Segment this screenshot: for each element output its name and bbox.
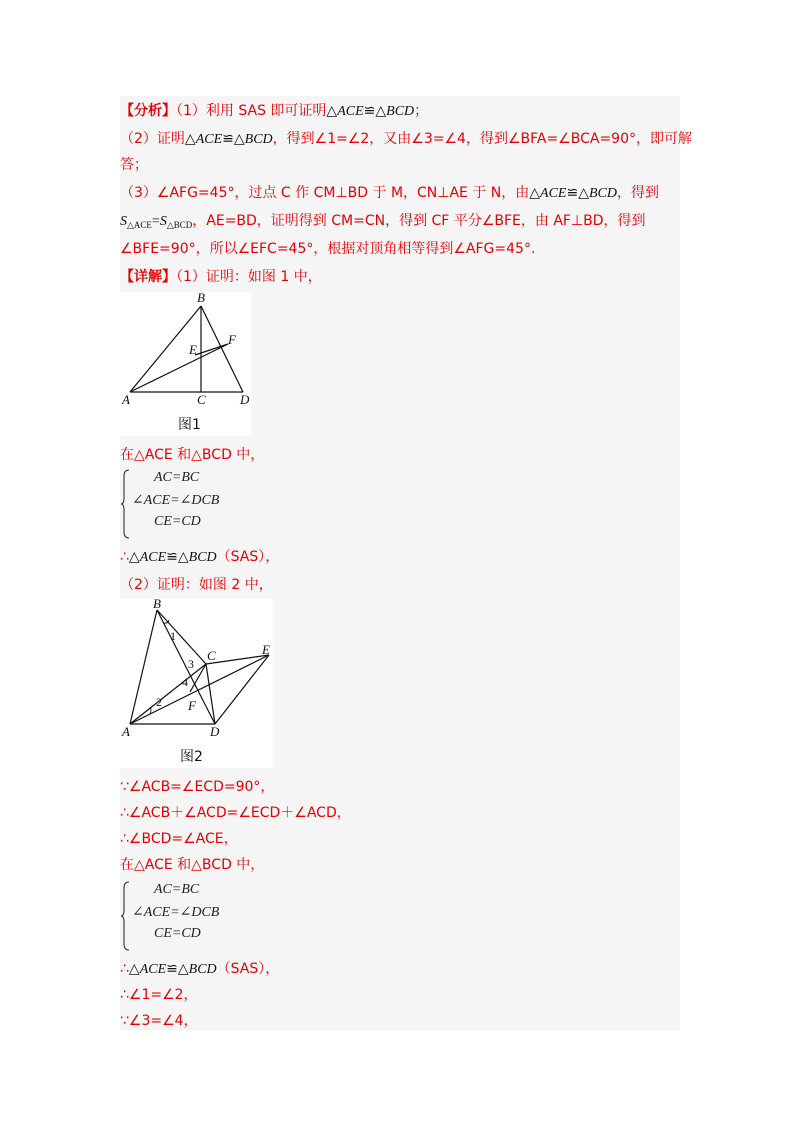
fig2-label-d: D: [210, 724, 220, 739]
step-1: ∵∠ACB=∠ECD=90°，: [120, 779, 275, 795]
conclusion-1: ∴△ACE≌△BCD（SAS），: [120, 549, 280, 565]
left-brace-icon: [120, 878, 132, 954]
analysis-line-2: （2）证明△ACE≌△BCD，得到∠1=∠2，又由∠3=∠4，得到∠BFA=∠BCA=90°，即可解: [120, 131, 692, 147]
analysis-line-5: $S_{\triangle ACE}=S_{\triangle BCD}$，AE=BD，证明得到 CM=CN，得到 CF 平分∠BFE，由 AF⊥BD，得到: [120, 213, 646, 230]
figure-2-caption: 图2: [180, 749, 203, 765]
detail-in-triangles-1: 在△ACE 和△BCD 中，: [120, 447, 265, 463]
conclusion-2: ∴△ACE≌△BCD（SAS），: [120, 961, 280, 977]
fig2-label-c: C: [207, 648, 216, 663]
equation-system-1: AC=BC ∠ACE=∠DCB CE=CD: [120, 466, 280, 542]
fig2-angle-2: 2: [156, 695, 162, 709]
analysis-line-4: （3）∠AFG=45°，过点 C 作 CM⊥BD 于 M，CN⊥AE 于 N，由△ACE≌△BCD，得到: [120, 185, 659, 201]
fig1-label-a: A: [122, 392, 130, 407]
fig2-label-a: A: [122, 724, 130, 739]
figure-2: [120, 598, 273, 768]
fig1-label-e: E: [189, 342, 197, 357]
analysis-line-3: 答；: [120, 157, 148, 173]
fig1-label-b: B: [197, 292, 205, 305]
document-page: [120, 96, 692, 1030]
detail-part-2: （2）证明：如图 2 中，: [120, 577, 273, 593]
left-brace-icon: [120, 466, 132, 542]
fig2-angle-1: 1: [170, 629, 176, 643]
detail-in-triangles-2: 在△ACE 和△BCD 中，: [120, 857, 265, 873]
detail-tag: 【详解】: [120, 269, 176, 285]
analysis-line-1: 【分析】（1）利用 SAS 即可证明△ACE≌△BCD；: [120, 103, 429, 119]
step-2: ∴∠ACB＋∠ACD=∠ECD＋∠ACD，: [120, 805, 351, 821]
step-5: ∵∠3=∠4，: [120, 1013, 198, 1029]
fig2-angle-4: 4: [182, 675, 188, 689]
detail-line-1: 【详解】（1）证明：如图 1 中，: [120, 269, 322, 285]
fig1-label-c: C: [197, 392, 206, 407]
fig1-label-d: D: [240, 392, 250, 407]
fig2-angle-3: 3: [188, 657, 194, 671]
figure-1: [120, 292, 251, 436]
fig2-label-e: E: [262, 642, 270, 657]
analysis-tag: 【分析】: [120, 103, 176, 119]
figure-2-diagram: [120, 598, 273, 768]
figure-1-caption: 图1: [178, 417, 201, 433]
equation-system-2: AC=BC ∠ACE=∠DCB CE=CD: [120, 878, 280, 954]
fig2-label-b: B: [153, 598, 161, 611]
step-3: ∴∠BCD=∠ACE，: [120, 831, 238, 847]
analysis-line-6: ∠BFE=90°，所以∠EFC=45°，根据对顶角相等得到∠AFG=45°.: [120, 241, 536, 257]
step-4: ∴∠1=∠2，: [120, 987, 198, 1003]
fig1-label-f: F: [228, 332, 236, 347]
fig2-label-f: F: [188, 698, 196, 713]
